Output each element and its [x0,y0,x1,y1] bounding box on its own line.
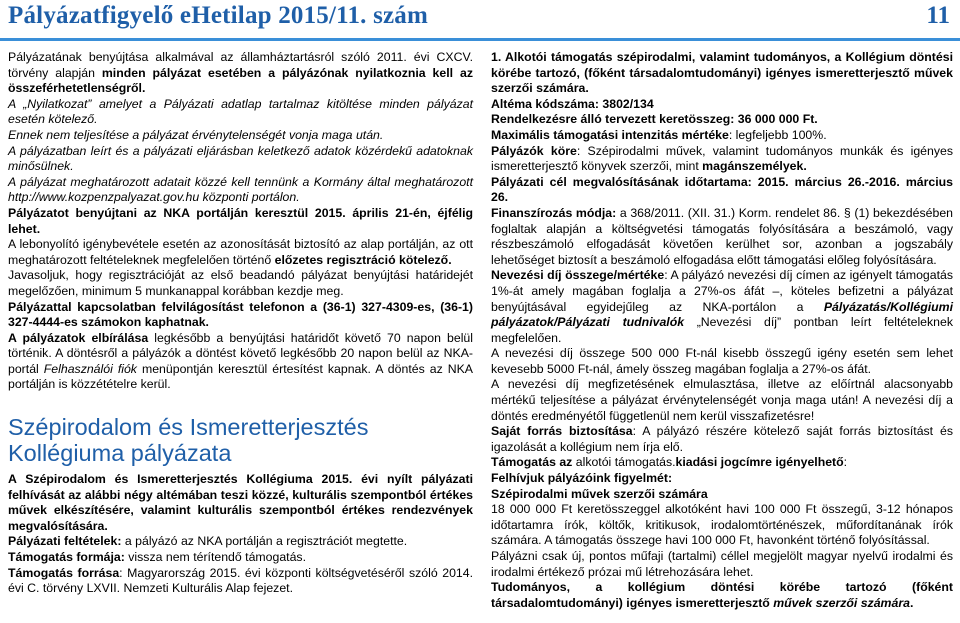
section-title: Szépirodalom és Ismeretterjesztés Kollégiuma pályázata [8,414,369,467]
paragraph: Javasoljuk, hogy regisztrációját az első beadandó pályázat benyújtási határidejét megelőzően, minimum 5 munkanappal korábban kezdje meg. [8,268,473,298]
paragraph: Szépirodalmi művek szerzői számára [491,486,708,501]
paragraph: A pályázat meghatározott adatait közzé kell tennünk a Kormány által meghatározott http://www.kozpenzpalyazat.gov.hu központi portálon. [8,174,473,205]
paragraph: Pályázatot benyújtani az NKA portálján keresztül 2015. április 21-én, éjfélig lehet. [8,205,473,236]
paragraph: Maximális támogatási intenzitás mértéke: legfeljebb 100%. [491,127,827,142]
paragraph: A „Nyilatkozat” amelyet a Pályázati adatlap tartalmaz kitöltése minden pályázat esetén kötelező. [8,96,473,127]
paragraph: Tudományos, a kollégium döntési körébe tartozó (főként társadalomtudományi) igényes ismeretterjesztő művek szerzői számára. [491,580,953,610]
right-column [491,50,953,611]
paragraph: A lebonyolító igénybevétele esetén az azonosítását biztosító az alap portálján, az ott meghatározott feltételeknek megfelelően történő előzetes regisztráció kötelező. [8,237,473,267]
publication-title: Pályázatfigyelő eHetilap 2015/11. szám [8,2,429,29]
paragraph: Pályázati cél megvalósításának időtartama: 2015. március 26.-2016. március 26. [491,174,953,205]
paragraph: A nevezési díj összege 500 000 Ft-nál kisebb összegű igény esetén sem lehet kevesebb 5000 Ft-nál, ámely összeg magában foglalja a 27%-os áfát. [491,346,953,376]
paragraph: A pályázatban leírt és a pályázati eljárásban keletkező adatok közérdekű adatoknak minősülnek. [8,143,473,174]
paragraph: Rendelkezésre álló tervezett keretösszeg: 36 000 000 Ft. [491,112,818,127]
paragraph: Pályázatának benyújtása alkalmával az államháztartásról szóló 2011. évi CXCV. törvény alapján minden pályázat esetében a pályázónak nyilatkoznia kell az összeférhetetlenségről. [8,50,473,96]
paragraph: Saját forrás biztosítása: A pályázó részére kötelező saját forrás biztosítást és igazolását a kollégium nem írja elő. [491,424,953,454]
left-column [8,50,473,597]
page-header [0,0,960,36]
paragraph: Támogatás forrása: Magyarország 2015. évi központi költségvetéséről szóló 2014. évi C. törvény LXVII. Nemzeti Kulturális Alap fejezet. [8,565,474,596]
paragraph: Pályázattal kapcsolatban felvilágosítást telefonon a (36-1) 327-4309-es, (36-1) 327-4444-es számokon kaphatnak. [8,299,473,330]
paragraph: Nevezési díj összege/mértéke: A pályázó nevezési díj címen az igényelt támogatás 1%-át amely magában foglalja a 27%-os áfát –, köteles befizetni a pályázat benyújtásával egyidejűleg az NKA-portálon a Pályázatás/Kollégiumi pályázatok/Pályázati tudnivalók „Nevezési díj” pontban leírt feltételeknek megfelelően. [491,268,953,345]
paragraph: Pályázók köre: Szépirodalmi művek, valamint tudományos munkák és igényes ismeretterjesztő könyvek szerzői, mint magánszemélyek. [491,143,953,174]
paragraph: Támogatás az alkotói támogatás.kiadási jogcímre igényelhető: [491,455,848,470]
paragraph: Pályázati feltételek: a pályázó az NKA portálján a regisztrációt megtette. [8,534,408,549]
header-divider [0,38,960,41]
paragraph: Felhívjuk pályázóink figyelmét: [491,471,673,486]
paragraph: 1. Alkotói támogatás szépirodalmi, valamint tudományos, a Kollégium döntési körébe tartozó, (főként társadalomtudományi) igényes ismeretterjesztő művek szerzői számára. [491,50,953,96]
paragraph: 18 000 000 Ft keretösszeggel alkotóként havi 100 000 Ft összegű, 3-12 hónapos időtartamra írók, költők, kritikusok, irodalomtörténészek, műfordítanának írók számára. A támogatás összege havi 100 000 Ft, havonként történő folyósítással. [491,502,953,548]
paragraph: Pályázni csak új, pontos műfaji (tartalmi) céllel megjelölt magyar nyelvű irodalmi és irodalmi értékező prózai mű létrehozására lehet. [491,549,953,579]
paragraph: A nevezési díj megfizetésének elmulasztása, illetve az előírtnál alacsonyabb mértékű teljesítése a pályázat érvénytelenségét vonja maga után! A nevezési díj a döntés eredményétől függetlenül nem kerül visszafizetésre! [491,377,953,423]
page-number: 11 [926,2,950,29]
paragraph: Ennek nem teljesítése a pályázat érvénytelenségét vonja maga után. [8,127,384,142]
paragraph: Finanszírozás módja: a 368/2011. (XII. 31.) Korm. rendelet 86. § (1) bekezdésében foglaltak alapján a költségvetési támogatás folyósítására a beszámoló, vagy részbeszámoló elfogadását követően kerülhet sor, azonban a jogszabály lehetőséget biztosít a beszámoló elfogadása előtt támogatási előleg folyósítására. [491,205,953,267]
paragraph: A pályázatok elbírálása legkésőbb a benyújtási határidőt követő 70 napon belül történik. A döntésről a pályázók a döntést követő legkésőbb 20 napon belül az NKA-portál Felhasználói fiók menüpontján keresztül értesítést kapnak. A döntés az NKA portálján is közzétételre kerül. [8,330,474,392]
paragraph: Támogatás formája: vissza nem térítendő támogatás. [8,550,306,565]
paragraph: A Szépirodalom és Ismeretterjesztés Kollégiuma 2015. évi nyílt pályázati felhívását az alábbi négy altémában teszi közzé, kulturális szempontból értékes művek elkészítésére, valamint kulturális szempontból értékes rendezvények megvalósítására. [8,472,473,533]
paragraph: Altéma kódszáma: 3802/134 [491,96,654,111]
